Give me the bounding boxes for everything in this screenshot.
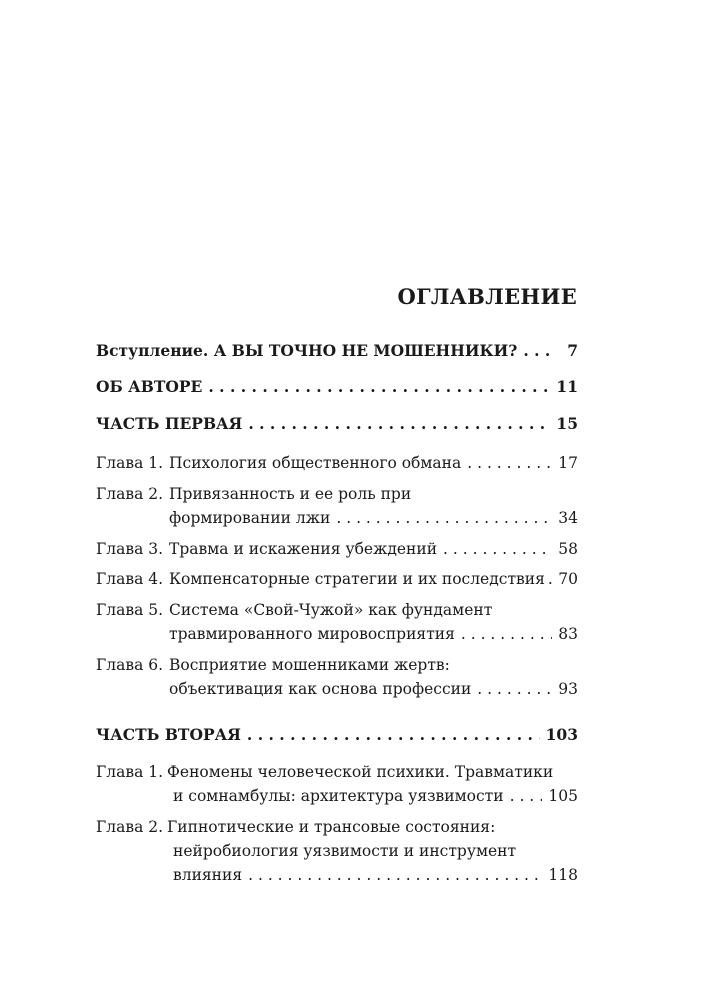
dot-leader <box>248 863 542 887</box>
chapter-label: Глава 5. <box>96 601 164 619</box>
page-number: 103 <box>545 725 578 744</box>
chapter-title: Травма и искажения убеждений <box>169 540 438 558</box>
chapter-title-cont: формировании лжи <box>169 509 331 527</box>
page-number: 7 <box>567 341 578 360</box>
dot-leader <box>477 677 552 701</box>
page-number: 70 <box>558 570 578 588</box>
page-number: 83 <box>558 625 578 643</box>
toc-entry-intro[interactable] <box>96 339 578 363</box>
page-number: 15 <box>556 414 578 433</box>
toc-entry-part-1[interactable] <box>96 412 578 436</box>
page-number: 105 <box>548 787 578 805</box>
toc-entry-p1-ch2[interactable] <box>96 482 578 530</box>
chapter-label: Глава 1. <box>96 763 164 781</box>
toc-entry-p2-ch2[interactable] <box>96 815 578 887</box>
chapter-label: Глава 4. <box>96 570 164 588</box>
toc-entry-p1-ch6[interactable] <box>96 653 578 701</box>
dot-leader <box>247 723 540 747</box>
chapter-label: Глава 3. <box>96 540 164 558</box>
dot-leader <box>208 375 550 399</box>
chapter-title: Психология общественного обмана <box>169 454 462 472</box>
chapter-title: Система «Свой-Чужой» как фундамент <box>169 601 493 619</box>
page-number: 34 <box>558 509 578 527</box>
toc-entry-part-2[interactable] <box>96 723 578 747</box>
chapter-title: Гипнотические и трансовые состояния: <box>167 818 496 836</box>
entry-title: ЧАСТЬ ПЕРВАЯ <box>96 414 243 433</box>
toc-title: ОГЛАВЛЕНИЕ <box>397 284 577 309</box>
chapter-label: Глава 6. <box>96 656 164 674</box>
toc-entry-about[interactable] <box>96 375 578 399</box>
toc-entry-p1-ch5[interactable] <box>96 598 578 646</box>
dot-leader <box>467 451 552 475</box>
toc-entry-p1-ch1[interactable] <box>96 451 578 475</box>
page-number: 17 <box>558 454 578 472</box>
chapter-title: Феномены человеческой психики. Травматики <box>167 763 554 781</box>
entry-title: ЧАСТЬ ВТОРАЯ <box>96 725 241 744</box>
chapter-title: Привязанность и ее роль при <box>169 485 412 503</box>
chapter-label: Глава 2. <box>96 485 164 503</box>
dot-leader <box>248 412 550 436</box>
chapter-title-cont: объективация как основа профессии <box>169 680 472 698</box>
page-number: 11 <box>556 377 578 396</box>
dot-leader <box>336 506 552 530</box>
toc-entry-p2-ch1[interactable] <box>96 760 578 808</box>
chapter-title-cont: нейробиология уязвимости и инструмент <box>173 842 517 860</box>
entry-title: ОБ АВТОРЕ <box>96 377 203 396</box>
dot-leader <box>510 784 543 808</box>
page-number: 118 <box>548 866 578 884</box>
chapter-title-cont: влияния <box>173 866 243 884</box>
chapter-title-cont: травмированного мировосприятия <box>169 625 455 643</box>
page-number: 93 <box>558 680 578 698</box>
chapter-title: Компенсаторные стратегии и их последствия <box>169 570 545 588</box>
chapter-title: Восприятие мошенниками жертв: <box>169 656 450 674</box>
dot-leader <box>461 622 552 646</box>
toc-entry-p1-ch4[interactable] <box>96 567 578 591</box>
chapter-label: Глава 1. <box>96 454 164 472</box>
entry-title: Вступление. А ВЫ ТОЧНО НЕ МОШЕННИКИ? <box>96 341 518 360</box>
dot-leader <box>523 339 554 363</box>
dot-leader <box>548 567 554 591</box>
toc-entry-p1-ch3[interactable] <box>96 537 578 561</box>
page-number: 58 <box>558 540 578 558</box>
chapter-label: Глава 2. <box>96 818 164 836</box>
chapter-title-cont: и сомнамбулы: архитектура уязвимости <box>173 787 504 805</box>
dot-leader <box>443 537 552 561</box>
